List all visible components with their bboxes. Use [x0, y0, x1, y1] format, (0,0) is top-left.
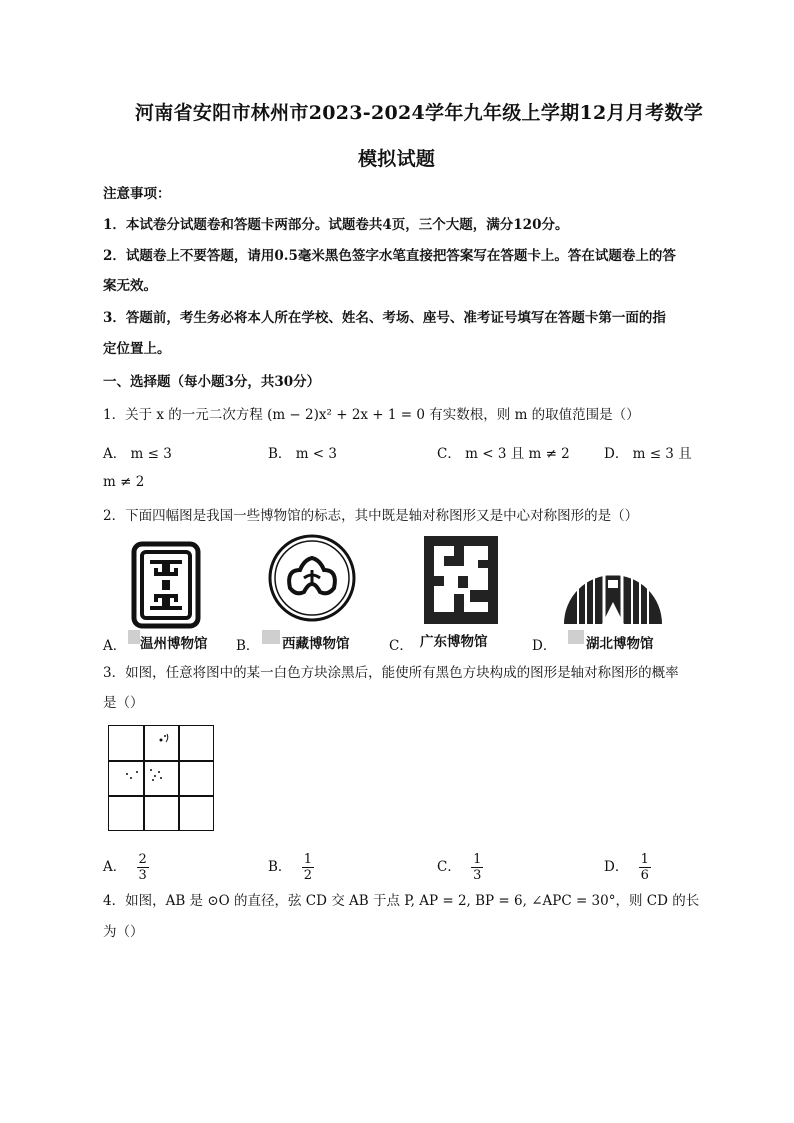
q1-option-a: A． m ≤ 3 [103, 446, 172, 462]
q3-option-a [103, 852, 149, 883]
notice-item-3a: 3．答题前，考生务必将本人所在学校、姓名、考场、座号、准考证号填写在答题卡第一面的指 [103, 310, 666, 326]
q3-option-b-denominator: 2 [303, 868, 312, 883]
hubei-museum-logo [558, 540, 668, 630]
blur-mark [262, 630, 280, 644]
wenzhou-museum-logo [128, 540, 204, 630]
q3-option-d-numerator: 1 [640, 852, 649, 867]
q3-option-b-fraction [302, 852, 314, 883]
q3-option-d-denominator: 6 [640, 868, 649, 883]
q2-option-a-label: 温州博物馆 [140, 636, 208, 652]
q3-option-c-denominator: 3 [473, 868, 482, 883]
page-title-line2: 模拟试题 [358, 148, 436, 170]
q2-option-c-label: 广东博物馆 [420, 634, 488, 650]
q3-option-a-fraction [137, 852, 149, 883]
q3-option-a-numerator: 2 [138, 852, 147, 867]
q2-option-b-letter: B． [236, 638, 260, 654]
q1-stem: 1．关于 x 的一元二次方程 (m − 2)x² + 2x + 1 = 0 有实数根，则 m 的取值范围是（） [103, 407, 640, 423]
q2-stem: 2．下面四幅图是我国一些博物馆的标志，其中既是轴对称图形又是中心对称图形的是（） [103, 508, 639, 524]
q1-option-b: B． m < 3 [268, 446, 337, 462]
blur-mark [128, 630, 140, 644]
q1-option-c: C． m < 3 且 m ≠ 2 [437, 446, 570, 462]
q2-option-a-letter: A． [103, 638, 127, 654]
page-title-line1: 河南省安阳市林州市2023-2024学年九年级上学期12月月考数学 [135, 102, 703, 124]
q3-option-d [604, 852, 651, 883]
q2-option-c-letter: C． [389, 638, 413, 654]
section-heading-choice: 一、选择题（每小题3分，共30分） [103, 374, 321, 390]
q2-option-d-label: 湖北博物馆 [586, 636, 654, 652]
q3-option-b-numerator: 1 [303, 852, 312, 867]
q3-option-d-letter: D． [604, 859, 629, 875]
q3-option-c-letter: C． [437, 859, 461, 875]
q3-option-b [268, 852, 314, 883]
q4-stem-line1: 4．如图，AB 是 ⊙O 的直径，弦 CD 交 AB 于点 P, AP = 2, BP = 6, ∠APC = 30°，则 CD 的长 [103, 893, 700, 909]
q1-option-d: D． m ≤ 3 且 [604, 446, 692, 462]
q3-option-d-fraction [639, 852, 651, 883]
q2-option-d-letter: D． [532, 638, 557, 654]
blur-mark [568, 630, 584, 644]
q3-grid-figure [108, 725, 214, 831]
q3-option-b-letter: B． [268, 859, 292, 875]
q2-option-b-label: 西藏博物馆 [282, 636, 350, 652]
notice-heading: 注意事项： [103, 186, 171, 202]
q3-grid-speckles [109, 726, 215, 832]
guangdong-museum-logo [418, 530, 504, 630]
q3-stem-line2: 是（） [103, 695, 144, 711]
notice-item-2b: 案无效。 [103, 278, 157, 294]
q3-option-c-numerator: 1 [473, 852, 482, 867]
notice-item-3b: 定位置上。 [103, 341, 171, 357]
q3-option-a-denominator: 3 [138, 868, 147, 883]
tibet-museum-logo [266, 530, 358, 626]
q3-option-a-letter: A． [103, 859, 127, 875]
notice-item-1: 1．本试卷分试题卷和答题卡两部分。试题卷共4页，三个大题，满分120分。 [103, 217, 569, 233]
q3-stem-line1: 3．如图，任意将图中的某一白色方块涂黑后，能使所有黑色方块构成的图形是轴对称图形的概率 [103, 665, 679, 681]
q4-stem-line2: 为（） [103, 924, 144, 940]
q3-option-c-fraction [471, 852, 483, 883]
notice-item-2a: 2．试题卷上不要答题，请用0.5毫米黑色签字水笔直接把答案写在答题卡上。答在试题卷上的答 [103, 248, 676, 264]
q1-option-d-cont: m ≠ 2 [103, 474, 145, 490]
q3-option-c [437, 852, 483, 883]
